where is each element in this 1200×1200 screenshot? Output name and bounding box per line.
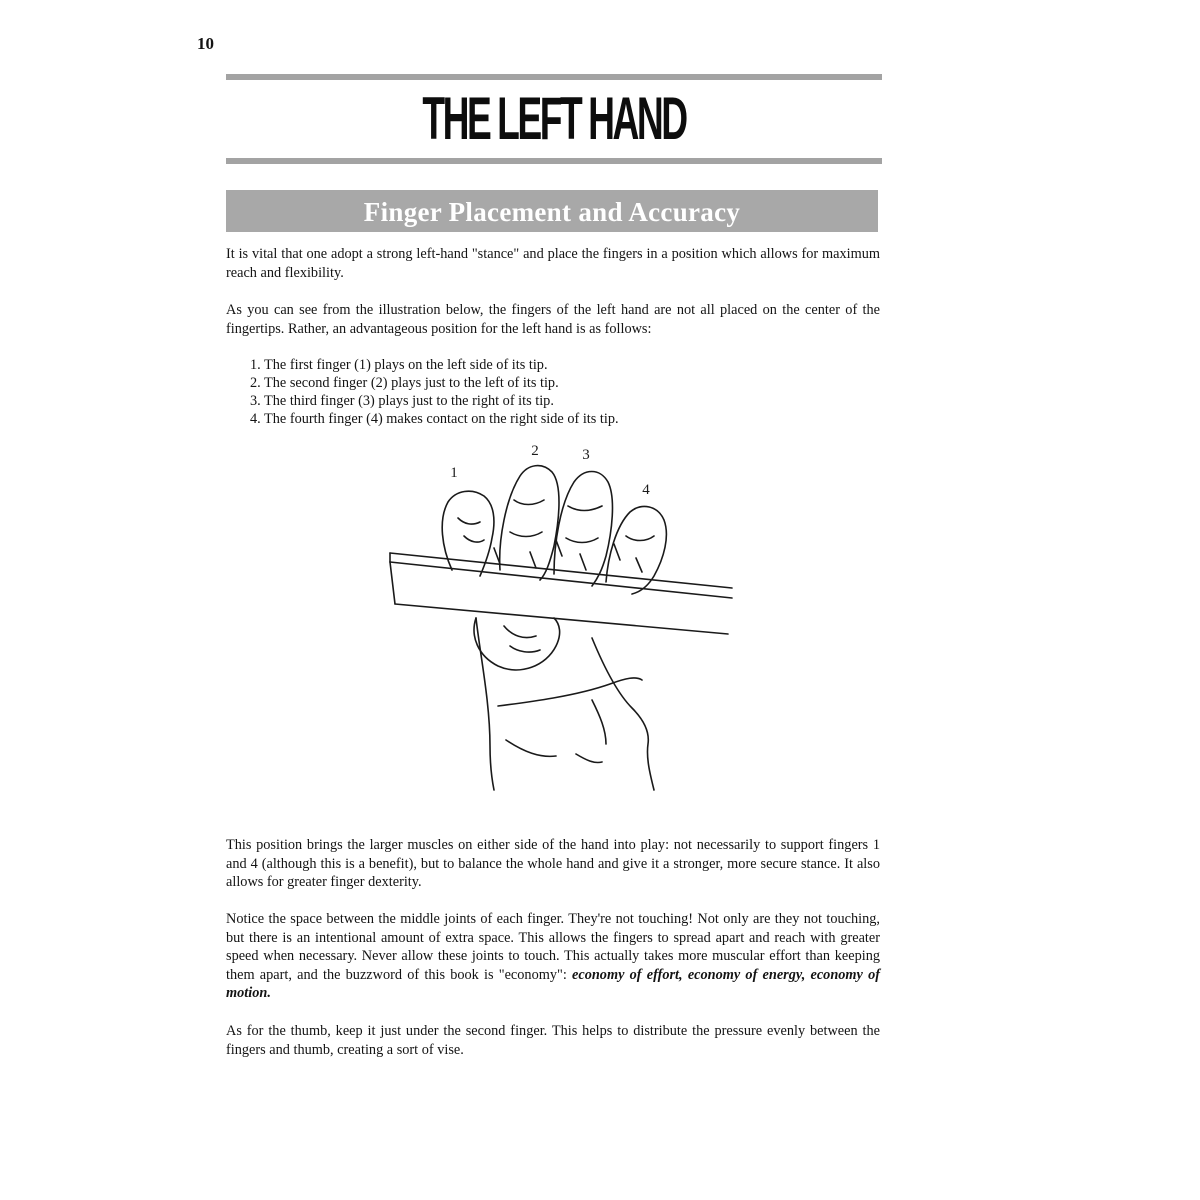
header-rule-top (226, 74, 882, 80)
page-number: 10 (197, 34, 214, 53)
finger-placement-list (250, 356, 619, 428)
fingerboard-bottom-edge (395, 604, 728, 634)
chapter-title: THE LEFT HAND (422, 85, 686, 152)
section-title: Finger Placement and Accuracy (363, 197, 741, 227)
muscle-balance-paragraph: This position brings the larger muscles on either side of the hand into play: not necessarily to support fingers 1 and 4 (although this is a benefit), but to balance the whole hand and give it a stronger, more secure stance. It also allows for greater finger dexterity. (226, 837, 880, 890)
list-item: 4. The fourth finger (4) makes contact on the right side of its tip. (250, 411, 619, 427)
finger-3 (554, 472, 612, 587)
thumb-paragraph: As for the thumb, keep it just under the second finger. This helps to distribute the pressure evenly between the fingers and thumb, creating a sort of vise. (226, 1023, 880, 1058)
finger-label-3: 3 (582, 447, 590, 463)
forearm-left-edge (476, 618, 494, 790)
finger-2 (500, 466, 559, 580)
fingerboard-inner-edge (390, 562, 732, 598)
fingerboard-top-edge (390, 553, 732, 588)
thumb (474, 618, 560, 670)
intro-paragraph: It is vital that one adopt a strong left-hand "stance" and place the fingers in a position which allows for maximum reach and flexibility. (226, 246, 880, 281)
finger-label-4: 4 (642, 482, 650, 498)
list-item: 1. The first finger (1) plays on the left side of its tip. (250, 357, 548, 373)
finger-spacing-text: Notice the space between the middle joints of each finger. They're not touching! Not only are they not touching, but there is an intentional amount of extra space. This allows the fingers to spread apart and reach with greater speed when necessary. Never allow these joints to touch. This actually takes more muscular effort than keeping them apart, and the buzzword of this book is "economy": (226, 911, 880, 983)
list-item: 3. The third finger (3) plays just to the right of its tip. (250, 393, 554, 409)
section-banner (226, 190, 878, 232)
list-item: 2. The second finger (2) plays just to the left of its tip. (250, 375, 559, 391)
forearm-right-edge (592, 638, 654, 790)
economy-emphasis: economy of effort, economy of energy, economy of motion. (226, 966, 881, 1001)
sleeve-cuff (498, 678, 642, 706)
finger-label-1: 1 (450, 465, 458, 481)
left-hand-illustration (380, 440, 740, 795)
finger-label-2: 2 (531, 443, 539, 459)
header-rule-bottom (226, 158, 882, 164)
illustration-intro-paragraph: As you can see from the illustration below, the fingers of the left hand are not all placed on the center of the fingertips. Rather, an advantageous position for the left hand is as follows: (226, 302, 880, 337)
finger-spacing-paragraph (226, 910, 880, 1003)
